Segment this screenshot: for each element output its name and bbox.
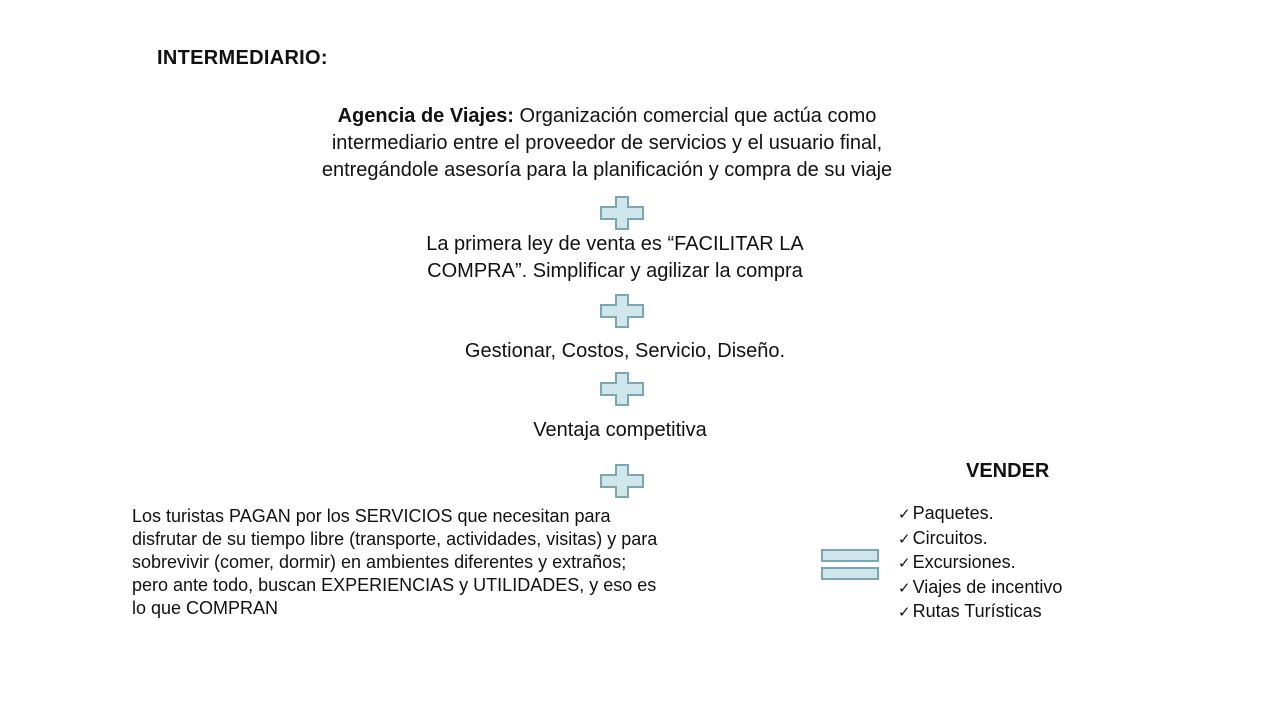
- plus-icon-3: [600, 372, 644, 406]
- plus-icon-4: [600, 464, 644, 498]
- list-item: ✓ Circuitos.: [898, 527, 988, 548]
- definition-line-1: [232, 103, 982, 130]
- first-law-line-1: La primera ley de venta es “FACILITAR LA: [426, 233, 804, 255]
- plus-icon-1: [600, 196, 644, 230]
- list-item: ✓ Paquetes.: [898, 503, 994, 523]
- tourists-line-3: sobrevivir (comer, dormir) en ambientes diferentes y extraños;: [132, 552, 627, 572]
- tourists-line-5: lo que COMPRAN: [132, 598, 279, 618]
- plus-icon-2: [600, 294, 644, 328]
- check-icon: ✓: [898, 579, 911, 597]
- management-text: Gestionar, Costos, Servicio, Diseño.: [464, 340, 786, 362]
- definition-line-2: intermediario entre el proveedor de servicios y el usuario final,: [331, 132, 883, 154]
- tourists-line-1: Los turistas PAGAN por los SERVICIOS que necesitan para: [132, 506, 611, 526]
- first-law-line-2: COMPRA”. Simplificar y agilizar la compra: [427, 260, 803, 282]
- list-item: ✓ Excursiones.: [898, 552, 1016, 572]
- list-item: ✓ Viajes de incentivo: [898, 576, 1063, 597]
- advantage-text: Ventaja competitiva: [533, 419, 707, 441]
- tourists-line-4: pero ante todo, buscan EXPERIENCIAS y UTILIDADES, y eso es: [132, 575, 657, 595]
- definition-block: [232, 103, 982, 184]
- tourists-line-2: disfrutar de su tiempo libre (transporte, actividades, visitas) y para: [132, 529, 658, 549]
- check-icon: ✓: [898, 604, 911, 621]
- check-icon: ✓: [898, 530, 911, 548]
- list-item: ✓ Rutas Turísticas: [898, 601, 1042, 621]
- definition-line-3: entregándole asesoría para la planificación y compra de su viaje: [321, 159, 893, 181]
- check-icon: ✓: [898, 506, 911, 523]
- equals-icon: [821, 549, 879, 581]
- definition-text: Organización comercial que actúa como: [519, 105, 877, 127]
- sell-heading: VENDER: [966, 460, 1050, 482]
- check-icon: ✓: [898, 555, 911, 572]
- first-law-block: [330, 231, 900, 285]
- page-title: INTERMEDIARIO:: [157, 47, 328, 69]
- tourists-paragraph: [132, 505, 822, 620]
- definition-term: Agencia de Viajes:: [337, 105, 514, 127]
- sell-list: [898, 502, 1062, 625]
